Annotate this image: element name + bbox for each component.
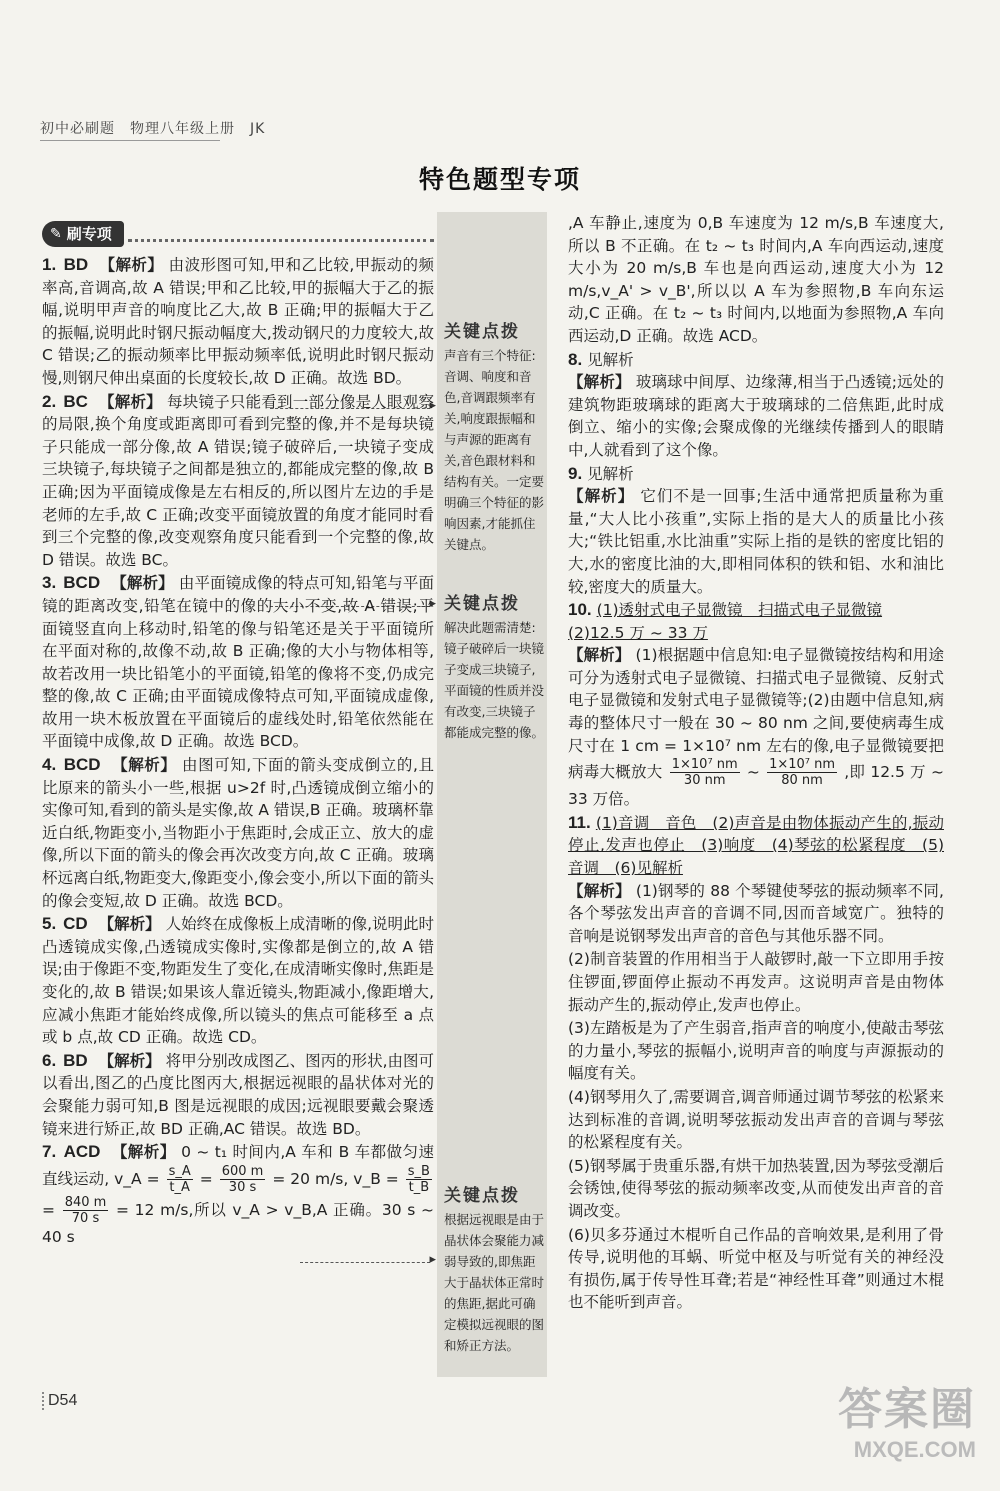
answer-summary: 见解析 [587, 350, 634, 369]
answer-item-10 [568, 599, 944, 811]
question-number: 8. [568, 349, 583, 369]
analysis-tag: 【解析】 [568, 373, 631, 392]
analysis-paragraph: (4)钢琴用久了,需要调音,调音师通过调节琴弦的松紧来达到标准的音调,说明琴弦振动发出声音的音调与琴弦的松紧程度有关。 [568, 1087, 944, 1152]
analysis-tag: 【解析】 [111, 1143, 176, 1162]
answer-item-7-continued [568, 212, 944, 348]
fraction-magnify-1: $\frac{\text{1×10⁷ nm}}{30 nm}$ [671, 757, 738, 789]
answer-item-5 [42, 913, 434, 1049]
key-point-note-2 [444, 594, 544, 743]
answer-key: BD [63, 1050, 88, 1070]
question-number: 10. [568, 600, 592, 620]
analysis-paragraph: (3)左踏板是为了产生弱音,指声音的响度小,使敲击琴弦的力量小,琴弦的振幅小,说明声音的响度与声源振动的幅度有关。 [568, 1019, 944, 1083]
analysis-tag: 【解析】 [98, 915, 161, 934]
key-point-title: 关键点拨 [444, 322, 520, 342]
question-number: 11. [568, 812, 591, 832]
answer-item-7: 7. ACD 【解析】 0 ~ t₁ 时间内,A 车和 B 车都做匀速直线运动, v_A = $\frac{s\_A}{t\_A}$ = $\frac{600 m}{30 s}$ = 20 m/s, v_B = $\frac{s\_B}{t\_B}$ = $\frac{840 m}{70 s}$ = 12 m/s,所以 v_A > v_B,A 正确。30 s ~ 40 s [42, 1142, 435, 1246]
analysis-paragraph: (6)贝多芬通过木棍听自己作品的音响效果,是利用了骨传导,说明他的耳蜗、听觉中枢及与听觉有关的神经没有损伤,属于传导性耳聋;若是“神经性耳聋”则通过木棍也不能听到声音。 [568, 1225, 944, 1312]
section-badge-label: 刷专项 [66, 224, 112, 243]
answer-item-6 [42, 1050, 434, 1140]
fraction-sb-tb: $\frac{s\_B}{t\_B}$ [407, 1163, 430, 1195]
analysis-text: 它们不是一回事;生活中通常把质量称为重量,“大人比小孩重”,实际上指的是大人的质量比小孩大;“铁比铝重,水比油重”实际上指的是铁的密度比铝的大,水的密度比油的大,即相同体积的铁和铝、水和油比较,密度大的质量大。 [568, 487, 944, 596]
question-number: 9. [568, 463, 583, 483]
magnify-result: ,即 12.5 万 ~ 33 万倍。 [568, 763, 944, 809]
analysis-text: 人始终在成像板上成清晰的像,说明此时凸透镜成实像,凸透镜成实像时,实像都是倒立的,故 A 错误;由于像距不变,物距发生了变化,在成清晰实像时,焦距是变化的,故 B 错误;如果该人靠近镜头,物距减小,像距增大,应减小焦距才能始终成像,所以镜头的焦点可能移至 a 点或 b 点,故 CD 正确。故选 CD。 [42, 915, 435, 1047]
analysis-text: 由图可知,下面的箭头变成倒立的,且比原来的箭头小一些,根据 u>2f 时,凸透镜成倒立缩小的实像可知,看到的箭头是实像,故 A 错误,B 正确。玻璃杯靠近白纸,物距变小,当物距小于焦距时,会成正立、放大的虚像,所以下面的箭头的像会再次改变方向,故 C 正确。玻璃杯远离白纸,物距变大,像距变小,像会变小,所以下面的箭头的像会变短,故 D 正确。故选 BCD。 [42, 756, 434, 910]
analysis-tag: 【解析】 [111, 574, 174, 593]
analysis-tag: 【解析】 [99, 392, 162, 411]
section-badge [42, 221, 124, 248]
question-number: 1. [42, 255, 57, 274]
watermark-url: MXQE.COM [853, 1437, 976, 1462]
fraction-sa-ta: $\frac{s\_A}{t\_A}$ [168, 1163, 191, 1195]
analysis-text: (1)根据题中信息知:电子显微镜按结构和用途可分为透射式电子显微镜、扫描式电子显微镜、反射式电子显微镜和发射式电子显微镜等;(2)由题中信息知,病毒的整体尺寸一般在 30 ~ 80 nm 之间,要使病毒生成尺寸在 1 cm = 1×10⁷ nm 左右的像,电子显微镜要把病毒大概放大 [568, 646, 944, 782]
answer-item-3 [42, 572, 434, 753]
question-number: 3. [42, 573, 57, 593]
velocity-a-result: = 20 m/s, v_B = [272, 1169, 399, 1188]
analysis-tag: 【解析】 [112, 756, 177, 775]
question-number: 6. [42, 1050, 57, 1070]
analysis-text: 玻璃球中间厚、边缘薄,相当于凸透镜;远处的建筑物距玻璃球的距离大于玻璃球的二倍焦距,此时成倒立、缩小的实像;会聚成像的光继续传播到人的眼睛中,人就看到了这个像。 [568, 373, 944, 459]
answer-item-8 [568, 349, 944, 462]
analysis-tag: 【解析】 [568, 881, 631, 900]
answer-item-2 [42, 391, 434, 572]
header-rule [40, 140, 220, 141]
analysis-tag: 【解析】 [568, 646, 631, 665]
key-point-text: 根据远视眼是由于晶状体会聚能力减弱导致的,即焦距大于晶状体正常时的焦距,据此可确定模拟远视眼的图和矫正方法。 [444, 1212, 545, 1353]
answer-key: BCD [63, 755, 101, 775]
answer-key: BD [63, 255, 89, 274]
fraction-magnify-2: $\frac{\text{1×10⁷ nm}}{80 nm}$ [769, 757, 836, 789]
right-column [568, 212, 944, 1315]
tilde: ~ [746, 763, 760, 782]
question-number: 4. [42, 755, 57, 775]
answer-summary-2: (2)12.5 万 ~ 33 万 [568, 623, 708, 642]
answer-summary: (1)透射式电子显微镜 扫描式电子显微镜 [596, 601, 883, 620]
analysis-tag: 【解析】 [99, 256, 164, 274]
analysis-text: 0 ~ t₁ 时间内,A 车和 B 车都做匀速直线运动, [42, 1143, 434, 1188]
key-point-title: 关键点拨 [444, 1186, 520, 1206]
page-title: 特色题型专项 [418, 165, 581, 194]
left-column [42, 220, 434, 1249]
analysis-tag: 【解析】 [568, 487, 635, 506]
key-point-note-3 [444, 1186, 544, 1356]
analysis-paragraph: (5)钢琴属于贵重乐器,有烘干加热装置,因为琴弦受潮后会锈蚀,使得琴弦的振动频率改变,从而使发出声音的音调改变。 [568, 1156, 944, 1220]
answer-item-4 [42, 754, 434, 912]
answer-key: ACD [63, 1142, 101, 1162]
key-point-text: 声音有三个特征:音调、响度和音色,音调跟频率有关,响度跟振幅和与声源的距离有关,音色跟材料和结构有关。一定要明确三个特征的影响因素,才能抓住关键点。 [444, 348, 545, 552]
question-number: 7. [42, 1142, 57, 1162]
dotted-rule [128, 227, 434, 242]
key-point-note-1 [444, 322, 544, 555]
page-number: D54 [42, 1392, 77, 1410]
answer-key: BC [63, 391, 88, 411]
section-header [42, 220, 434, 248]
answer-item-11 [568, 812, 944, 948]
key-point-title: 关键点拨 [444, 594, 520, 614]
watermark [838, 1373, 976, 1463]
analysis-paragraph: (2)制音装置的作用相当于人敲锣时,敲一下立即用手按住锣面,锣面停止振动不再发声。这说明声音是由物体振动产生的,振动停止,发声也停止。 [568, 950, 944, 1014]
analysis-text: 每块镜子只能看到一部分像是人眼观察的局限,换个角度或距离即可看到完整的像,并不是每块镜子只能成一部分像,故 A 错误;镜子破碎后,一块镜子变成三块镜子,每块镜子之间都是独立的,都能成完整的像,故 B 正确;因为平面镜成像是左右相反的,所以图片左边的手是老师的左手,故 C 正确;改变平面镜放置的角度才能同时看到三个完整的像,改变观察角度只能看到一个完整的像,故 D 错误。故选 BC。 [42, 392, 434, 569]
analysis-text: (1)钢琴的 88 个琴键使琴弦的振动频率不同,各个琴弦发出声音的音调不同,因而音域宽广。独特的音响是说钢琴发出声音的音色与其他乐器不同。 [568, 881, 944, 945]
analysis-text: ,A 车静止,速度为 0,B 车速度为 12 m/s,B 车速度大,所以 B 不正确。在 t₂ ~ t₃ 时间内,A 车向西运动,速度大小为 20 m/s,B 车也是向西运动,速度大小为 12 m/s,v_A' > v_B',所以以 A 车为参照物,B 车向东运动,C 正确。在 t₂ ~ t₃ 时间内,以地面为参照物,A 车向西运动,D 正确。故选 ACD。 [568, 214, 944, 345]
answer-key: CD [63, 914, 88, 934]
answer-item-9 [568, 463, 944, 599]
analysis-text: 由波形图可知,甲和乙比较,甲振动的频率高,音调高,故 A 错误;甲和乙比较,甲的振幅大于乙的振幅,说明甲声音的响度比乙大,故 B 正确;甲的振幅大于乙的振幅,说明此时钢尺振动幅度大,拨动钢尺的力度较大,故 C 错误;乙的振动频率比甲振动频率低,说明此时钢尺振动慢,则钢尺伸出桌面的长度较长,故 D 正确。故选 BD。 [42, 256, 434, 387]
watermark-logo: 答案圈 [838, 1384, 976, 1435]
analysis-tag: 【解析】 [98, 1051, 161, 1070]
fraction-840m-70s: $\frac{840 m}{70 s}$ [64, 1194, 107, 1226]
book-header: 初中必刷题 物理八年级上册 JK [40, 121, 266, 137]
key-point-text: 解决此题需清楚:镜子破碎后一块镜子变成三块镜子,平面镜的性质并没有改变,三块镜子都能成完整的像。 [444, 620, 545, 740]
fraction-600m-30s: $\frac{600 m}{30 s}$ [221, 1163, 264, 1195]
velocity-a-label: v_A = [114, 1169, 160, 1188]
pen-icon: ✎ [50, 225, 62, 242]
question-number: 2. [42, 391, 57, 411]
answer-key: BCD [63, 573, 101, 593]
question-number: 5. [42, 914, 57, 934]
answer-summary: (1)音调 音色 (2)声音是由物体振动产生的,振动停止,发声也停止 (3)响度 (4)琴弦的松紧程度 (5)音调 (6)见解析 [568, 813, 944, 878]
analysis-text: 由平面镜成像的特点可知,铅笔与平面镜的距离改变,铅笔在镜中的像的大小不变,故 A 错误;平面镜竖直向上移动时,铅笔的像与铅笔还是关于平面镜所在平面对称的,故像不动,故 B 正确;像的大小与物体相等,故若改用一块比铅笔小的平面镜,铅笔的像将不变,仍成完整的像,故 C 正确;由平面镜成像特点可知,平面镜成虚像,故用一块木板放置在平面镜后的虚线处时,铅笔依然能在平面镜中成像,故 D 正确。故选 BCD。 [42, 574, 434, 751]
pointer-arrow [300, 1262, 430, 1263]
answer-item-1 [42, 254, 434, 390]
answer-summary: 见解析 [587, 464, 634, 483]
analysis-text: 将甲分别改成图乙、图丙的形状,由图可以看出,图乙的凸度比图丙大,根据远视眼的晶状体对光的会聚能力弱可知,B 图是远视眼的成因;远视眼要戴会聚透镜来进行矫正,故 BD 正确,AC 错误。故选 BD。 [42, 1051, 435, 1138]
velocity-b-result: = 12 m/s,所以 v_A > v_B,A 正确。30 s ~ 40 s [42, 1200, 435, 1246]
